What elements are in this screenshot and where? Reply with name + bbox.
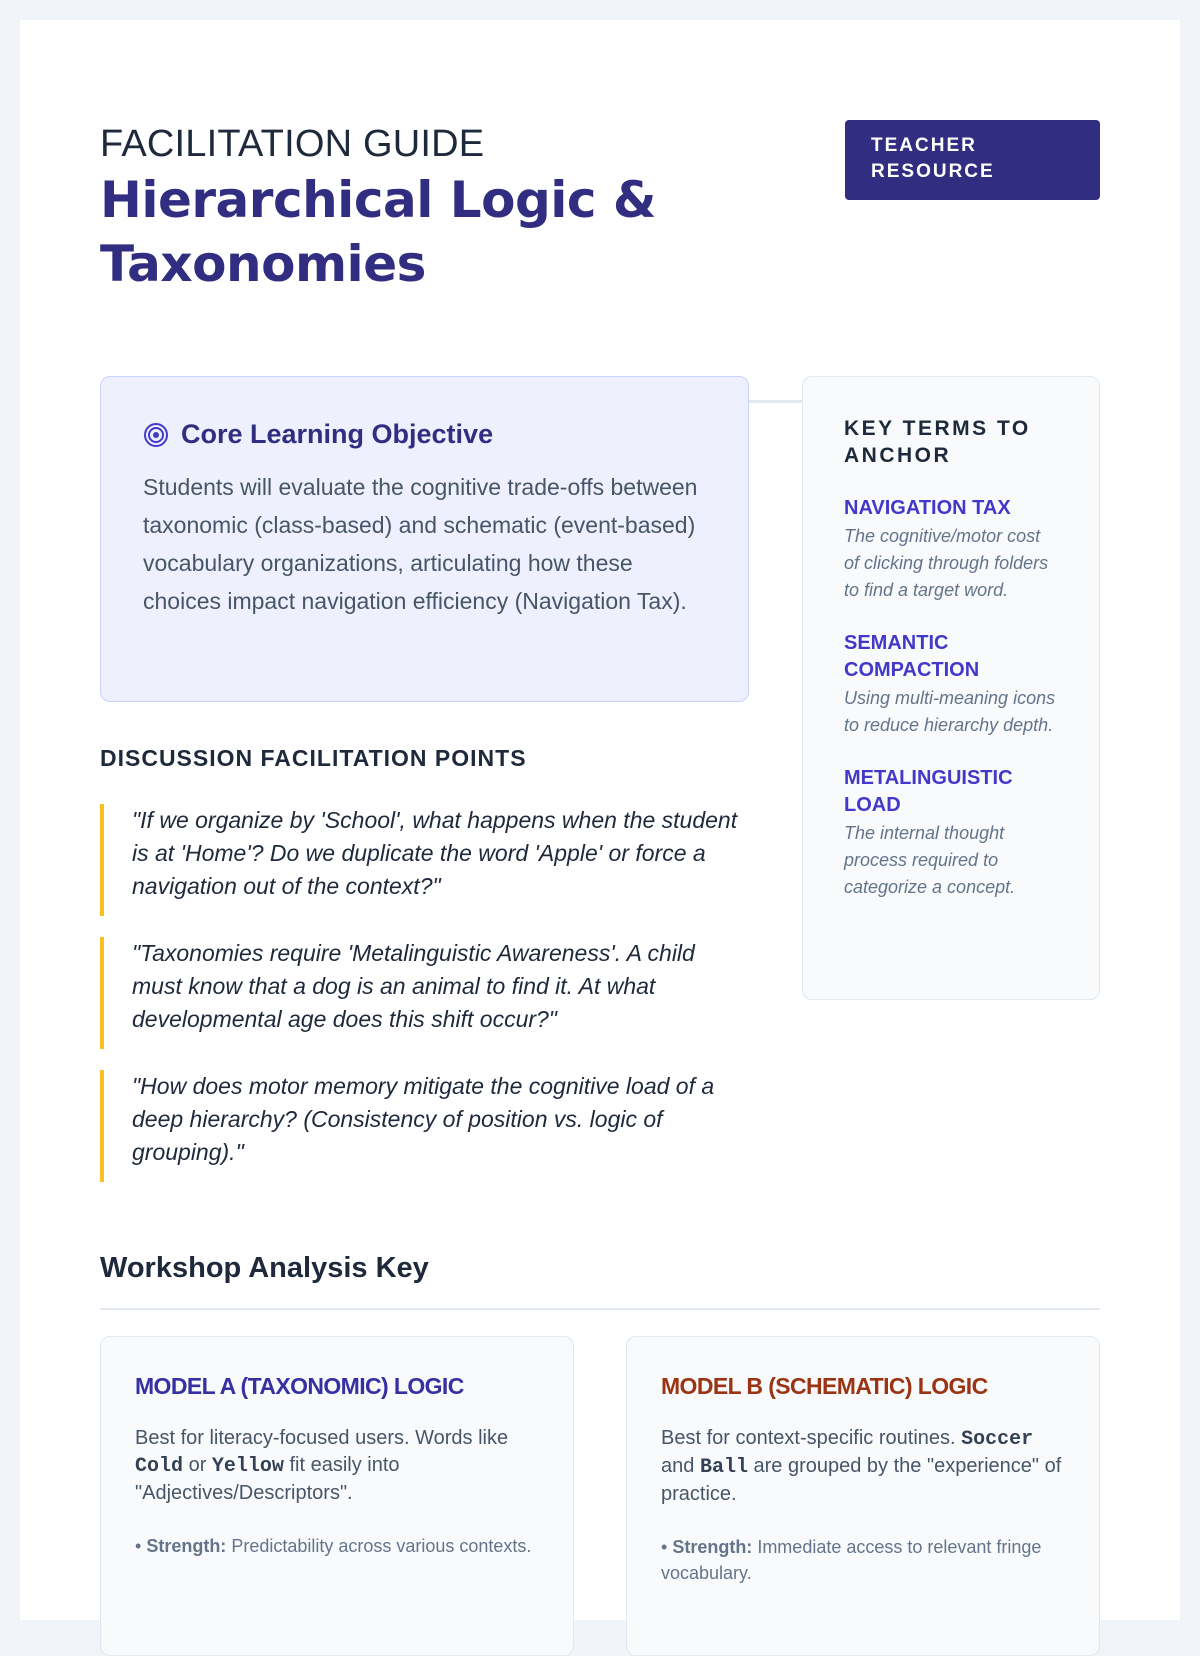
model-a-text-3: fit easily into "Adjectives/Descriptors". — [135, 1454, 400, 1504]
strength-label: Strength: — [672, 1537, 753, 1557]
key-terms-panel — [802, 376, 1100, 1000]
model-b-title: MODEL B (SCHEMATIC) LOGIC — [661, 1373, 988, 1399]
model-b-text-2: and — [661, 1455, 700, 1477]
key-terms-heading: KEY TERMS TO ANCHOR — [844, 417, 1031, 467]
discussion-point: "If we organize by 'School', what happens when the student is at 'Home'? Do we duplicate the word 'Apple' or force a navigation out of the context?" — [100, 804, 750, 916]
strength-label: Strength: — [146, 1536, 227, 1556]
strength-text: Predictability across various contexts. — [226, 1536, 532, 1556]
model-a-word-cold: Cold — [135, 1455, 184, 1478]
model-b-card — [626, 1336, 1100, 1656]
term-definition: The internal thought process required to categorize a concept. — [844, 823, 1016, 897]
objective-title: Core Learning Objective — [181, 419, 494, 449]
guide-eyebrow: FACILITATION GUIDE — [100, 123, 485, 165]
model-a-word-yellow: Yellow — [211, 1455, 284, 1478]
model-b-description — [661, 1425, 1065, 1508]
page-title: Hierarchical Logic & Taxonomies — [100, 171, 657, 293]
teacher-resource-badge — [845, 120, 1100, 200]
document-page — [20, 20, 1180, 1620]
term-name: NAVIGATION TAX — [844, 497, 1011, 519]
badge-line-2: RESOURCE — [871, 161, 995, 182]
objective-header — [143, 419, 706, 450]
term-definition: The cognitive/motor cost of clicking through folders to find a target word. — [844, 526, 1049, 600]
model-b-word-ball: Ball — [699, 1456, 748, 1479]
model-a-strength: • Strength: Predictability across various contexts. — [135, 1536, 532, 1556]
model-a-title: MODEL A (TAXONOMIC) LOGIC — [135, 1373, 464, 1399]
model-b-text-3: are grouped by the "experience" of practice. — [661, 1455, 1062, 1505]
discussion-point: "How does motor memory mitigate the cognitive load of a deep hierarchy? (Consistency of position vs. logic of grouping)." — [100, 1070, 750, 1182]
objective-text: Students will evaluate the cognitive trade-offs between taxonomic (class-based) and schematic (event-based) vocabulary organizations, articulating how these choices impact navigation efficiency (Navigation Tax). — [143, 474, 698, 614]
key-term — [844, 765, 1059, 901]
objective-card — [100, 376, 749, 702]
model-a-card — [100, 1336, 574, 1656]
workshop-divider — [100, 1308, 1100, 1310]
model-a-text-2: or — [183, 1454, 212, 1476]
badge-line-1: TEACHER — [871, 135, 977, 156]
workshop-heading: Workshop Analysis Key — [100, 1252, 429, 1284]
model-a-description — [135, 1425, 539, 1507]
term-definition: Using multi-meaning icons to reduce hierarchy depth. — [844, 688, 1056, 735]
model-b-strength: • Strength: Immediate access to relevant fringe vocabulary. — [661, 1537, 1042, 1583]
key-term — [844, 495, 1059, 604]
discussion-point: "Taxonomies require 'Metalinguistic Awareness'. A child must know that a dog is an animal to find it. At what developmental age does this shift occur?" — [100, 937, 750, 1049]
model-b-word-soccer: Soccer — [961, 1428, 1034, 1451]
model-b-text-1: Best for context-specific routines. — [661, 1427, 962, 1449]
term-name: SEMANTIC COMPACTION — [844, 632, 980, 681]
target-icon — [143, 422, 169, 448]
strength-text: Immediate access to relevant fringe vocabulary. — [661, 1537, 1042, 1583]
key-term — [844, 630, 1059, 739]
discussion-heading: DISCUSSION FACILITATION POINTS — [100, 745, 527, 771]
page-header — [100, 102, 1100, 342]
term-name: METALINGUISTIC LOAD — [844, 767, 1013, 816]
model-a-text-1: Best for literacy-focused users. Words like — [135, 1427, 509, 1449]
